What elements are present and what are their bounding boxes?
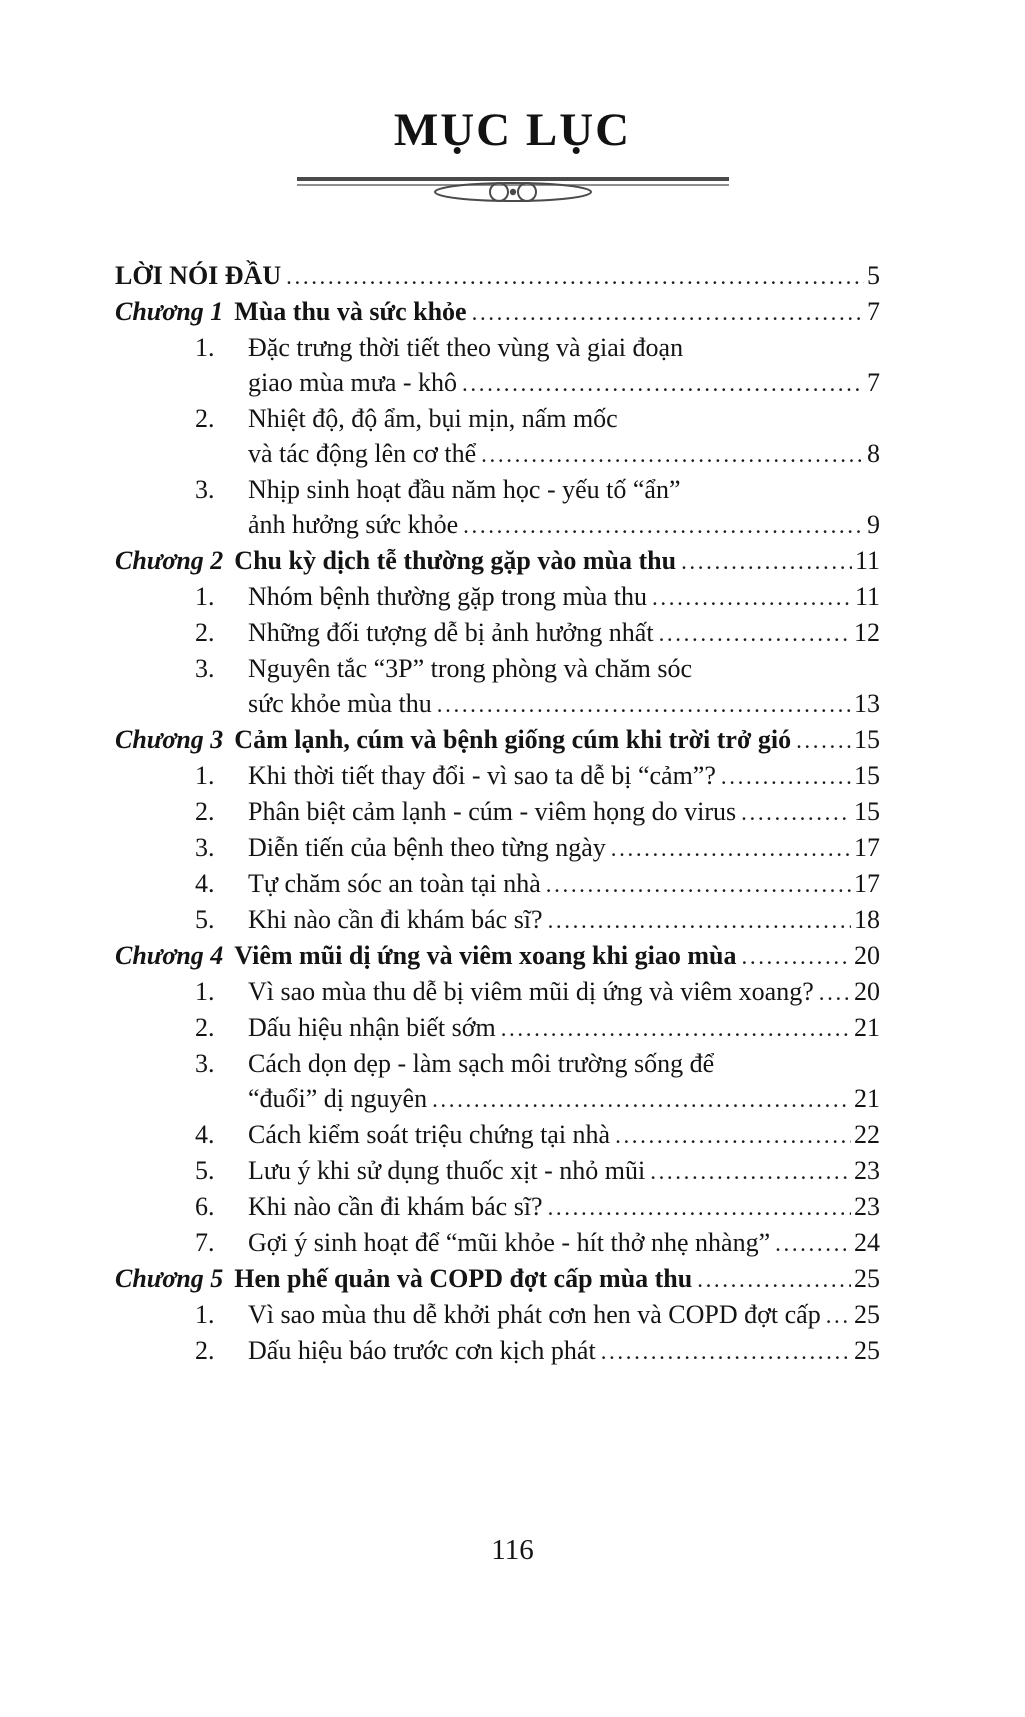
dot-leader xyxy=(546,866,851,902)
entry-number: 1. xyxy=(195,333,215,362)
entry-number: 7. xyxy=(195,1228,215,1257)
entry-page-number: 7 xyxy=(867,297,880,326)
toc-entry-line xyxy=(115,1153,880,1189)
entry-text: Cách kiểm soát triệu chứng tại nhà xyxy=(248,1120,611,1149)
entry-text: Nhóm bệnh thường gặp trong mùa thu xyxy=(248,582,648,611)
front-matter-label: LỜI NÓI ĐẦU xyxy=(115,261,282,290)
entry-page-number: 25 xyxy=(854,1336,880,1365)
toc-entry-line xyxy=(115,401,880,436)
dot-leader xyxy=(721,758,851,794)
toc-entry-line xyxy=(115,758,880,794)
dot-leader xyxy=(819,974,851,1010)
entry-number: 4. xyxy=(195,1120,215,1149)
toc-entry-line xyxy=(115,1081,880,1117)
entry-page-number: 17 xyxy=(854,833,880,862)
entry-text: và tác động lên cơ thể xyxy=(248,439,477,468)
entry-page-number: 20 xyxy=(854,977,880,1006)
dot-leader xyxy=(437,686,851,722)
entry-number: 6. xyxy=(195,1192,215,1221)
dot-leader xyxy=(775,1225,851,1261)
entry-number: 2. xyxy=(195,797,215,826)
entry-text: Dấu hiệu báo trước cơn kịch phát xyxy=(248,1336,596,1365)
entry-number: 3. xyxy=(195,1049,215,1078)
entry-text: Vì sao mùa thu dễ khởi phát cơn hen và COPD đợt cấp xyxy=(248,1300,821,1329)
entry-text: Nguyên tắc “3P” trong phòng và chăm sóc xyxy=(248,654,693,683)
entry-page-number: 18 xyxy=(854,905,880,934)
entry-number: 4. xyxy=(195,869,215,898)
entry-page-number: 15 xyxy=(854,761,880,790)
toc-entry-line xyxy=(115,1333,880,1369)
dot-leader xyxy=(742,938,852,974)
chapter-title: Cảm lạnh, cúm và bệnh giống cúm khi trời trở gió xyxy=(234,725,792,754)
entry-page-number: 15 xyxy=(854,725,880,754)
entry-text: ảnh hưởng sức khỏe xyxy=(248,510,459,539)
chapter-title: Viêm mũi dị ứng và viêm xoang khi giao mùa xyxy=(234,941,737,970)
dot-leader xyxy=(601,1333,851,1369)
toc-entry-line xyxy=(115,294,880,330)
entry-number: 1. xyxy=(195,582,215,611)
entry-number: 3. xyxy=(195,654,215,683)
entry-page-number: 5 xyxy=(867,261,880,290)
dot-leader xyxy=(432,1081,851,1117)
entry-number: 2. xyxy=(195,1013,215,1042)
entry-page-number: 21 xyxy=(854,1013,880,1042)
entry-text: Phân biệt cảm lạnh - cúm - viêm họng do virus xyxy=(248,797,737,826)
entry-page-number: 21 xyxy=(854,1084,880,1113)
dot-leader xyxy=(286,258,864,294)
chapter-title: Hen phế quản và COPD đợt cấp mùa thu xyxy=(234,1264,693,1293)
toc-entry-line xyxy=(115,365,880,401)
entry-page-number: 20 xyxy=(854,941,880,970)
entry-number: 2. xyxy=(195,404,215,433)
dot-leader xyxy=(796,722,851,758)
toc-entry-line xyxy=(115,830,880,866)
toc-entry-line xyxy=(115,794,880,830)
toc-entry-line xyxy=(115,866,880,902)
entry-number: 2. xyxy=(195,618,215,647)
dot-leader xyxy=(548,1189,851,1225)
entry-page-number: 22 xyxy=(854,1120,880,1149)
entry-text: Nhiệt độ, độ ẩm, bụi mịn, nấm mốc xyxy=(248,404,618,433)
toc-entry-line xyxy=(115,1261,880,1297)
entry-page-number: 15 xyxy=(854,797,880,826)
entry-page-number: 8 xyxy=(867,439,880,468)
entry-page-number: 9 xyxy=(867,510,880,539)
dot-leader xyxy=(697,1261,851,1297)
toc-entry-line xyxy=(115,579,880,615)
toc-entry-line xyxy=(115,938,880,974)
entry-page-number: 17 xyxy=(854,869,880,898)
entry-text: Gợi ý sinh hoạt để “mũi khỏe - hít thở nhẹ nhàng” xyxy=(248,1228,771,1257)
chapter-title: Chu kỳ dịch tễ thường gặp vào mùa thu xyxy=(234,546,677,575)
toc-entry-line xyxy=(115,651,880,686)
toc-entry-line xyxy=(115,507,880,543)
toc-entry-line xyxy=(115,1046,880,1081)
chapter-prefix: Chương 1 xyxy=(115,297,224,326)
entry-number: 5. xyxy=(195,905,215,934)
entry-page-number: 13 xyxy=(854,689,880,718)
entry-text: Những đối tượng dễ bị ảnh hưởng nhất xyxy=(248,618,654,647)
dot-leader xyxy=(501,1010,851,1046)
toc-entry-line xyxy=(115,1117,880,1153)
toc-entry-line xyxy=(115,974,880,1010)
chapter-title: Mùa thu và sức khỏe xyxy=(234,297,467,326)
chapter-prefix: Chương 2 xyxy=(115,546,224,575)
entry-text: “đuổi” dị nguyên xyxy=(248,1084,428,1113)
chapter-prefix: Chương 5 xyxy=(115,1264,224,1293)
dot-leader xyxy=(826,1297,851,1333)
entry-text: sức khỏe mùa thu xyxy=(248,689,432,718)
entry-number: 3. xyxy=(195,475,215,504)
dot-leader xyxy=(481,436,864,472)
dot-leader xyxy=(462,365,864,401)
entry-number: 1. xyxy=(195,1300,215,1329)
page-title: MỤC LỤC xyxy=(393,104,632,156)
ornamental-divider xyxy=(0,171,1025,212)
entry-text: Diễn tiến của bệnh theo từng ngày xyxy=(248,833,606,862)
entry-page-number: 7 xyxy=(867,368,880,397)
toc-entry-line xyxy=(115,1297,880,1333)
entry-page-number: 24 xyxy=(854,1228,880,1257)
dot-leader xyxy=(652,579,852,615)
chapter-prefix: Chương 4 xyxy=(115,941,224,970)
toc-entry-line xyxy=(115,330,880,365)
toc-entry-line xyxy=(115,543,880,579)
toc-entry-line xyxy=(115,436,880,472)
entry-page-number: 23 xyxy=(854,1156,880,1185)
chapter-prefix: Chương 3 xyxy=(115,725,224,754)
entry-page-number: 11 xyxy=(854,582,880,611)
dot-leader xyxy=(472,294,864,330)
toc-entry-line xyxy=(115,1225,880,1261)
toc-entry-line xyxy=(115,722,880,758)
entry-page-number: 25 xyxy=(854,1264,880,1293)
rope-knot-divider-icon xyxy=(293,171,733,207)
toc-entry-line xyxy=(115,258,880,294)
entry-page-number: 25 xyxy=(854,1300,880,1329)
entry-text: Đặc trưng thời tiết theo vùng và giai đoạn xyxy=(248,333,684,362)
toc-entry-line xyxy=(115,686,880,722)
dot-leader xyxy=(611,830,851,866)
toc-entry-line xyxy=(115,1189,880,1225)
entry-text: Khi nào cần đi khám bác sĩ? xyxy=(248,1192,543,1221)
dot-leader xyxy=(741,794,851,830)
dot-leader xyxy=(681,543,852,579)
dot-leader xyxy=(548,902,851,938)
entry-text: Nhịp sinh hoạt đầu năm học - yếu tố “ẩn” xyxy=(248,475,681,504)
entry-text: Dấu hiệu nhận biết sớm xyxy=(248,1013,496,1042)
entry-number: 3. xyxy=(195,833,215,862)
dot-leader xyxy=(650,1153,851,1189)
entry-number: 5. xyxy=(195,1156,215,1185)
entry-page-number: 11 xyxy=(854,546,880,575)
toc-entry-line xyxy=(115,902,880,938)
toc-list xyxy=(0,258,1025,1369)
entry-text: Tự chăm sóc an toàn tại nhà xyxy=(248,869,541,898)
entry-text: giao mùa mưa - khô xyxy=(248,368,458,397)
entry-text: Vì sao mùa thu dễ bị viêm mũi dị ứng và viêm xoang? xyxy=(248,977,814,1006)
entry-page-number: 12 xyxy=(854,618,880,647)
dot-leader xyxy=(659,615,851,651)
entry-text: Khi thời tiết thay đổi - vì sao ta dễ bị “cảm”? xyxy=(248,761,716,790)
dot-leader xyxy=(463,507,864,543)
entry-number: 1. xyxy=(195,977,215,1006)
entry-text: Cách dọn dẹp - làm sạch môi trường sống để xyxy=(248,1049,715,1078)
toc-entry-line xyxy=(115,472,880,507)
entry-text: Lưu ý khi sử dụng thuốc xịt - nhỏ mũi xyxy=(248,1156,646,1185)
entry-text: Khi nào cần đi khám bác sĩ? xyxy=(248,905,543,934)
footer-page-number: 116 xyxy=(491,1534,534,1566)
entry-page-number: 23 xyxy=(854,1192,880,1221)
entry-number: 2. xyxy=(195,1336,215,1365)
toc-entry-line xyxy=(115,1010,880,1046)
toc-entry-line xyxy=(115,615,880,651)
dot-leader xyxy=(615,1117,851,1153)
entry-number: 1. xyxy=(195,761,215,790)
